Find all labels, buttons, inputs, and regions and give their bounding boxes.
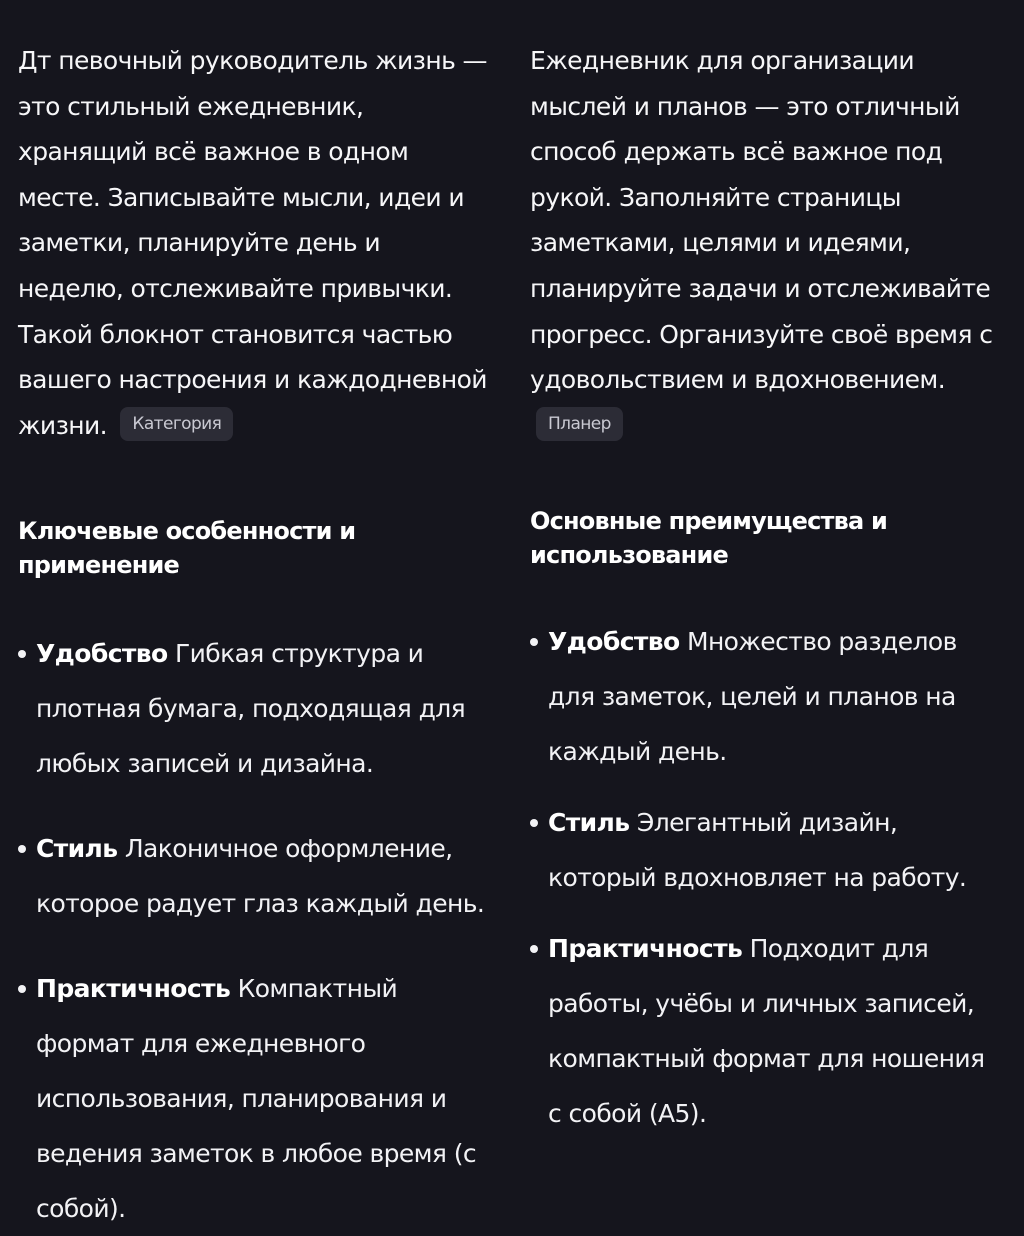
intro-paragraph	[530, 38, 1000, 448]
feature-text: Множество разделов для заметок, целей и планов на каждый день.	[548, 627, 957, 767]
right-column	[530, 38, 1000, 1141]
feature-text: Гибкая структура и плотная бумага, подходящая для любых записей и дизайна.	[36, 639, 466, 779]
list-item	[530, 795, 1000, 905]
list-item	[18, 821, 488, 931]
bullet-icon	[18, 845, 26, 853]
intro-text: Ежедневник для организации мыслей и планов — это отличный способ держать всё важное под рукой. Заполняйте страницы заметками, целями и идеями, планируйте задачи и отслеживайте прогресс. Организуйте своё время с удовольствием и вдохновением.	[530, 46, 993, 395]
list-item	[530, 614, 1000, 779]
section-heading: Ключевые особенности и применение	[18, 517, 356, 580]
feature-list	[530, 614, 1000, 1141]
category-chip[interactable]: Категория	[120, 407, 233, 441]
feature-text: Лаконичное оформление, которое радует глаз каждый день.	[36, 834, 485, 919]
left-column	[18, 38, 488, 1236]
intro-text: Дт певочный руководитель жизнь — это стильный ежедневник, хранящий всё важное в одном месте. Записывайте мысли, идеи и заметки, планируйте день и неделю, отслеживайте привычки. Такой блокнот становится частью вашего настроения и каждодневной жизни.	[18, 46, 487, 440]
feature-term: Практичность	[548, 934, 743, 964]
feature-term: Практичность	[36, 974, 231, 1004]
category-chip[interactable]: Планер	[536, 407, 623, 441]
list-item	[18, 961, 488, 1236]
feature-term: Удобство	[36, 639, 168, 669]
bullet-icon	[530, 945, 538, 953]
list-item	[18, 626, 488, 791]
bullet-icon	[530, 819, 538, 827]
list-item	[530, 921, 1000, 1141]
bullet-icon	[530, 638, 538, 646]
feature-list	[18, 626, 488, 1236]
feature-text: Элегантный дизайн, который вдохновляет на работу.	[548, 808, 967, 893]
feature-term: Стиль	[36, 834, 118, 864]
feature-term: Стиль	[548, 808, 630, 838]
bullet-icon	[18, 650, 26, 658]
feature-text: Подходит для работы, учёбы и личных записей, компактный формат для ношения с собой (A5).	[548, 934, 985, 1129]
section-heading: Основные преимущества и использование	[530, 507, 888, 570]
intro-paragraph	[18, 38, 488, 448]
feature-text: Компактный формат для ежедневного использования, планирования и ведения заметок в любое время (с собой).	[36, 974, 476, 1224]
bullet-icon	[18, 985, 26, 993]
feature-term: Удобство	[548, 627, 680, 657]
